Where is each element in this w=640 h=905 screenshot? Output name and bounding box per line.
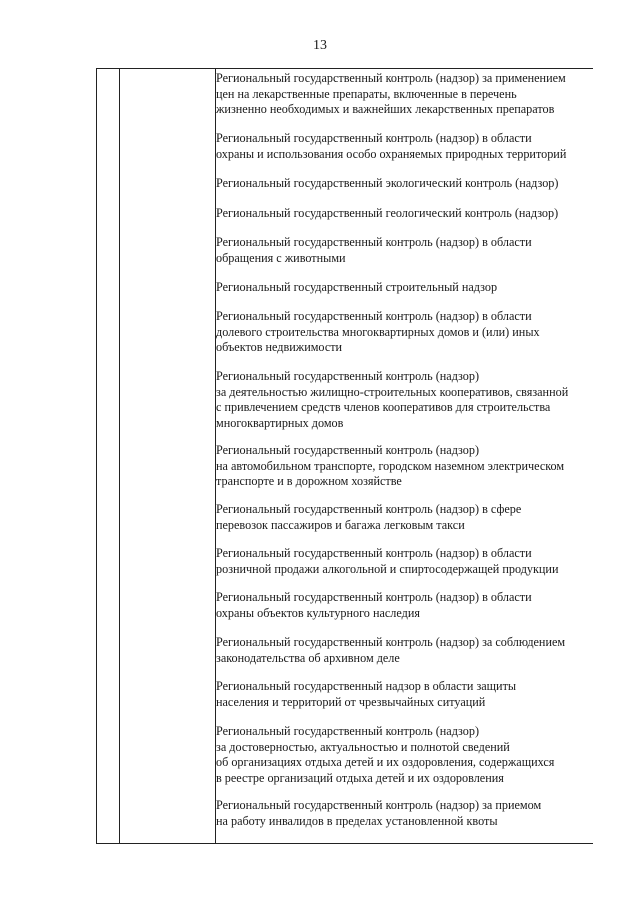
control-entry-3: Региональный государственный экологический контроль (надзор) <box>216 176 559 190</box>
control-entry-4: Региональный государственный геологический контроль (надзор) <box>216 206 559 220</box>
control-entry-8: Региональный государственный контроль (надзор) за деятельностью жилищно-строительных кооперативов, связанной с привлечением средств членов кооперативов для строительства многоквартирных домов <box>216 369 569 430</box>
control-entry-9: Региональный государственный контроль (надзор) на автомобильном транспорте, городском наземном электрическом транспорте и в дорожном хозяйстве <box>216 443 565 488</box>
control-entry-7: Региональный государственный контроль (надзор) в области долевого строительства многоквартирных домов и (или) иных объектов недвижимости <box>216 309 540 354</box>
control-entry-16: Региональный государственный контроль (надзор) за приемом на работу инвалидов в пределах установленной квоты <box>216 798 542 828</box>
control-entry-11: Региональный государственный контроль (надзор) в области розничной продажи алкогольной и спиртосодержащей продукции <box>216 546 559 576</box>
control-entry-5: Региональный государственный контроль (надзор) в области обращения с животными <box>216 235 532 265</box>
control-entry-10: Региональный государственный контроль (надзор) в сфере перевозок пассажиров и багажа легковым такси <box>216 502 522 532</box>
control-entry-2: Региональный государственный контроль (надзор) в области охраны и использования особо охраняемых природных территорий <box>216 131 567 161</box>
control-entry-1: Региональный государственный контроль (надзор) за применением цен на лекарственные препараты, включенные в перечень жизненно необходимых и важнейших лекарственных препаратов <box>216 71 566 116</box>
control-entry-14: Региональный государственный надзор в области защиты населения и территорий от чрезвычайных ситуаций <box>216 679 517 709</box>
column-divider-1 <box>119 69 120 843</box>
control-entry-13: Региональный государственный контроль (надзор) за соблюдением законодательства об архивном деле <box>216 635 566 665</box>
control-entry-6: Региональный государственный строительный надзор <box>216 280 498 294</box>
control-entry-15: Региональный государственный контроль (надзор) за достоверностью, актуальностью и полнотой сведений об организациях отдыха детей и их оздоровления, содержащихся в реестре организаций отдыха детей и их оздоровления <box>216 724 555 785</box>
page-number: 13 <box>313 38 327 53</box>
control-entry-12: Региональный государственный контроль (надзор) в области охраны объектов культурного наследия <box>216 590 532 620</box>
